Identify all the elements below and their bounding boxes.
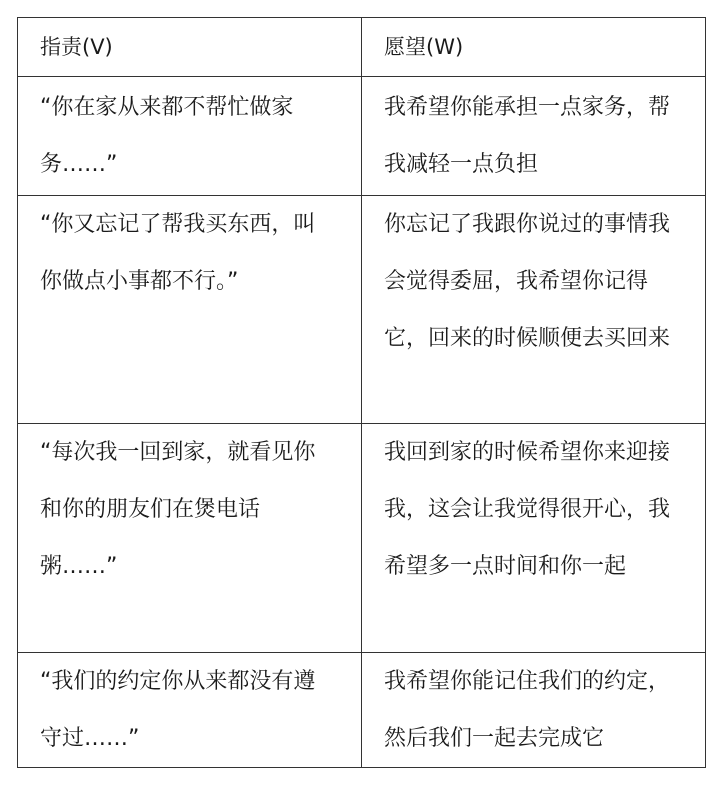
wish-cell [362,196,706,424]
wish-cell [362,77,706,196]
blame-cell [18,653,362,768]
blame-text: “你又忘记了帮我买东西，叫你做点小事都不行。” [40,212,316,294]
blame-cell [18,77,362,196]
blame-text: “每次我一回到家，就看见你和你的朋友们在煲电话粥……” [40,440,316,579]
wish-cell [362,424,706,653]
wish-text: 我回到家的时候希望你来迎接我，这会让我觉得很开心，我希望多一点时间和你一起 [384,440,671,579]
wish-cell [362,653,706,768]
blame-text: “我们的约定你从来都没有遵守过……” [40,669,316,751]
header-wish: 愿望(W) [362,18,706,77]
blame-text: “你在家从来都不帮忙做家务……” [40,95,294,177]
table-header-row [18,18,706,77]
header-blame: 指责(V) [18,18,362,77]
table-row [18,653,706,768]
wish-text: 我希望你能记住我们的约定，然后我们一起去完成它 [384,669,671,751]
blame-cell [18,424,362,653]
comparison-table-container [17,17,705,768]
table-row [18,196,706,424]
table-row [18,77,706,196]
table-row [18,424,706,653]
blame-wish-table [17,17,706,768]
wish-text: 我希望你能承担一点家务，帮我减轻一点负担 [384,95,671,177]
wish-text: 你忘记了我跟你说过的事情我会觉得委屈，我希望你记得它，回来的时候顺便去买回来 [384,212,671,351]
blame-cell [18,196,362,424]
